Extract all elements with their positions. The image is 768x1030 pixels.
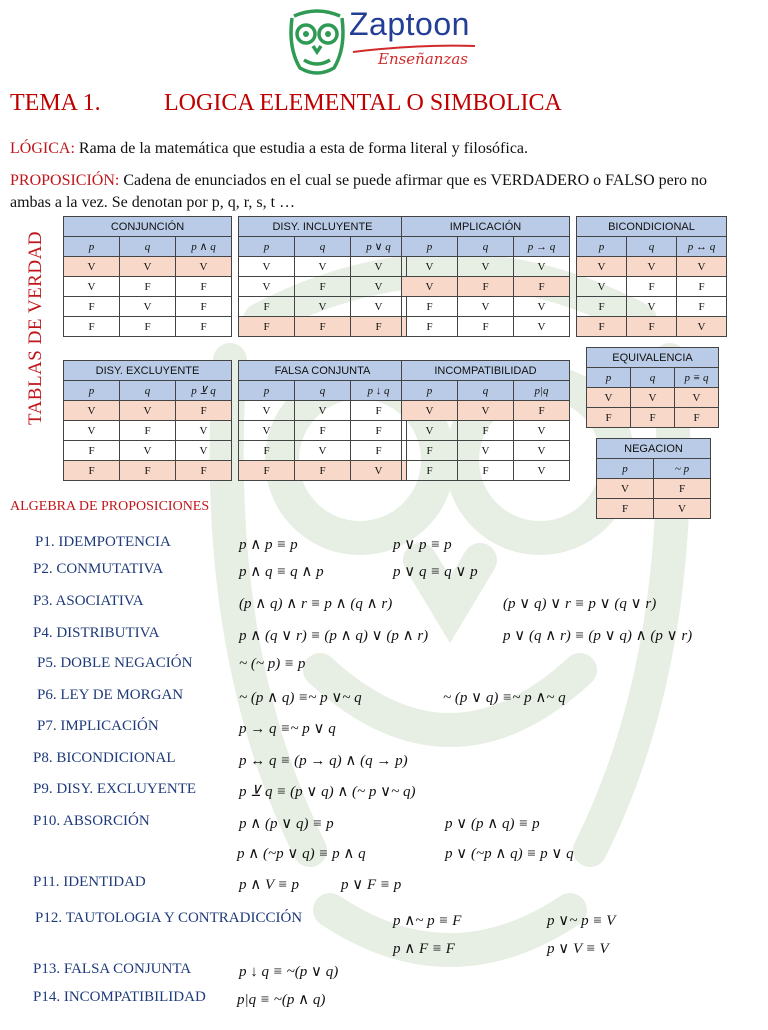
- page-title: LOGICA ELEMENTAL O SIMBOLICA: [164, 90, 562, 116]
- truth-value: F: [577, 297, 627, 317]
- table-row: [402, 257, 570, 277]
- truth-value: V: [458, 401, 514, 421]
- truth-value: V: [239, 421, 295, 441]
- truth-table-header: q: [295, 381, 351, 401]
- proposicion-line2: ambas a la vez. Se denotan por p, q, r, s, t …: [10, 194, 296, 211]
- truth-value: V: [627, 297, 677, 317]
- truth-value: F: [654, 479, 711, 499]
- law-formula: p ∨ p ≡ p: [393, 537, 452, 553]
- logo: [286, 4, 482, 78]
- table-row: [64, 277, 232, 297]
- truth-value: V: [239, 401, 295, 421]
- law-label: P5. DOBLE NEGACIÓN: [37, 655, 193, 671]
- truth-table-header: p: [402, 381, 458, 401]
- truth-value: F: [627, 317, 677, 337]
- truth-value: F: [351, 317, 407, 337]
- truth-value: V: [295, 257, 351, 277]
- table-row: [64, 421, 232, 441]
- truth-value: F: [402, 297, 458, 317]
- truth-value: V: [458, 257, 514, 277]
- truth-value: F: [176, 461, 232, 481]
- truth-value: V: [677, 317, 727, 337]
- truth-table-header: ~ p: [654, 459, 711, 479]
- truth-value: V: [514, 297, 570, 317]
- law-label: P1. IDEMPOTENCIA: [35, 534, 171, 550]
- truth-table-title: DISY. EXCLUYENTE: [64, 361, 232, 381]
- truth-value: F: [458, 461, 514, 481]
- truth-value: F: [402, 461, 458, 481]
- truth-value: F: [458, 317, 514, 337]
- law-label: P14. INCOMPATIBILIDAD: [33, 989, 206, 1005]
- truth-value: V: [577, 257, 627, 277]
- truth-table-title: IMPLICACIÓN: [402, 217, 570, 237]
- truth-value: V: [295, 297, 351, 317]
- truth-table: [596, 438, 711, 519]
- law-label: P11. IDENTIDAD: [33, 874, 146, 890]
- truth-table-header: p ⊻ q: [176, 381, 232, 401]
- truth-table-title: BICONDICIONAL: [577, 217, 727, 237]
- truth-value: V: [514, 441, 570, 461]
- truth-value: F: [64, 297, 120, 317]
- truth-value: V: [654, 499, 711, 519]
- truth-value: V: [458, 297, 514, 317]
- table-row: [239, 441, 407, 461]
- truth-value: V: [675, 388, 719, 408]
- table-row: [577, 257, 727, 277]
- truth-value: F: [64, 441, 120, 461]
- truth-table-title: FALSA CONJUNTA: [239, 361, 407, 381]
- truth-value: F: [627, 277, 677, 297]
- truth-value: V: [402, 277, 458, 297]
- law-formula: (p ∧ q) ∧ r ≡ p ∧ (q ∧ r): [239, 596, 393, 612]
- law-formula: p ∧ F ≡ F: [393, 941, 455, 957]
- truth-value: F: [120, 277, 176, 297]
- truth-table: [401, 216, 570, 337]
- logica-term: LÓGICA:: [10, 140, 75, 157]
- truth-value: V: [514, 461, 570, 481]
- truth-value: V: [458, 441, 514, 461]
- truth-value: F: [176, 277, 232, 297]
- table-row: [64, 317, 232, 337]
- law-label: P13. FALSA CONJUNTA: [33, 961, 192, 977]
- truth-table-header: q: [627, 237, 677, 257]
- truth-value: V: [514, 317, 570, 337]
- law-label: P8. BICONDICIONAL: [33, 750, 176, 766]
- truth-value: V: [587, 388, 631, 408]
- law-label: P2. CONMUTATIVA: [33, 561, 164, 577]
- truth-table-header: p|q: [514, 381, 570, 401]
- truth-value: V: [351, 461, 407, 481]
- law-formula: p ∧ (q ∨ r) ≡ (p ∧ q) ∨ (p ∧ r): [239, 628, 429, 644]
- truth-value: F: [120, 317, 176, 337]
- law-label: P6. LEY DE MORGAN: [37, 687, 184, 703]
- truth-value: V: [351, 277, 407, 297]
- truth-table-header: q: [120, 381, 176, 401]
- truth-value: V: [402, 421, 458, 441]
- table-row: [64, 257, 232, 277]
- law-formula: p ∧ q ≡ q ∧ p: [239, 564, 324, 580]
- table-row: [402, 317, 570, 337]
- table-row: [577, 297, 727, 317]
- table-row: [597, 499, 711, 519]
- truth-value: F: [64, 317, 120, 337]
- law-formula: p ∨ (~p ∧ q) ≡ p ∨ q: [445, 846, 574, 862]
- table-row: [577, 277, 727, 297]
- truth-table-title: EQUIVALENCIA: [587, 348, 719, 368]
- truth-value: F: [295, 277, 351, 297]
- truth-table-header: p: [597, 459, 654, 479]
- truth-table-header: p ↔ q: [677, 237, 727, 257]
- table-row: [239, 317, 407, 337]
- truth-value: F: [176, 317, 232, 337]
- truth-value: F: [239, 441, 295, 461]
- truth-value: V: [351, 257, 407, 277]
- truth-table-header: q: [458, 381, 514, 401]
- truth-value: V: [514, 257, 570, 277]
- table-row: [402, 441, 570, 461]
- truth-value: F: [514, 401, 570, 421]
- truth-value: F: [514, 277, 570, 297]
- law-formula: p → q ≡~ p ∨ q: [239, 721, 336, 737]
- law-formula: (p ∨ q) ∨ r ≡ p ∨ (q ∨ r): [503, 596, 657, 612]
- truth-value: F: [677, 297, 727, 317]
- law-label: P12. TAUTOLOGIA Y CONTRADICCIÓN: [35, 910, 303, 926]
- truth-value: F: [587, 408, 631, 428]
- truth-value: F: [402, 317, 458, 337]
- truth-value: F: [64, 461, 120, 481]
- law-formula: p ∧~ p ≡ F: [393, 913, 462, 929]
- table-row: [587, 388, 719, 408]
- truth-value: V: [64, 421, 120, 441]
- truth-value: V: [176, 441, 232, 461]
- truth-value: V: [631, 388, 675, 408]
- truth-table-header: p ≡ q: [675, 368, 719, 388]
- algebra-title: ALGEBRA DE PROPOSICIONES: [10, 499, 210, 514]
- truth-value: V: [577, 277, 627, 297]
- truth-value: V: [239, 257, 295, 277]
- law-label: P9. DISY. EXCLUYENTE: [33, 781, 197, 797]
- truth-value: F: [120, 461, 176, 481]
- proposicion-term: PROPOSICIÓN:: [10, 172, 120, 189]
- law-label: P3. ASOCIATIVA: [33, 593, 144, 609]
- truth-value: V: [120, 297, 176, 317]
- law-formula: ~ (p ∧ q) ≡~ p ∨~ q: [239, 690, 362, 706]
- law-label: P4. DISTRIBUTIVA: [33, 625, 160, 641]
- truth-table-title: INCOMPATIBILIDAD: [402, 361, 570, 381]
- truth-table-header: p: [577, 237, 627, 257]
- truth-value: F: [677, 277, 727, 297]
- truth-value: V: [176, 257, 232, 277]
- law-formula: p ∨~ p ≡ V: [547, 913, 616, 929]
- truth-table-header: q: [631, 368, 675, 388]
- truth-value: V: [64, 257, 120, 277]
- table-row: [239, 421, 407, 441]
- table-row: [402, 401, 570, 421]
- table-row: [239, 401, 407, 421]
- truth-value: V: [64, 277, 120, 297]
- truth-value: V: [295, 441, 351, 461]
- truth-value: V: [597, 479, 654, 499]
- truth-value: F: [239, 461, 295, 481]
- table-row: [64, 401, 232, 421]
- truth-value: F: [295, 421, 351, 441]
- owl-logo-icon: [286, 4, 348, 76]
- truth-value: V: [514, 421, 570, 441]
- truth-value: V: [402, 401, 458, 421]
- truth-value: F: [577, 317, 627, 337]
- law-formula: ~ (p ∨ q) ≡~ p ∧~ q: [443, 690, 566, 706]
- law-formula: p ∨ (p ∧ q) ≡ p: [445, 816, 540, 832]
- truth-table-header: p ↓ q: [351, 381, 407, 401]
- table-row: [402, 277, 570, 297]
- table-row: [597, 479, 711, 499]
- law-label: P10. ABSORCIÓN: [33, 813, 150, 829]
- truth-table-title: NEGACION: [597, 439, 711, 459]
- truth-value: F: [631, 408, 675, 428]
- table-row: [587, 408, 719, 428]
- brand-name: Zaptoon: [349, 6, 470, 42]
- truth-table: [238, 216, 407, 337]
- truth-value: V: [120, 441, 176, 461]
- logica-definition: [10, 137, 528, 161]
- law-formula: p ∧ (~p ∨ q) ≡ p ∧ q: [237, 846, 366, 862]
- brand-tagline: Enseñanzas: [378, 50, 468, 68]
- truth-table: [63, 360, 232, 481]
- truth-table: [586, 347, 719, 428]
- table-row: [64, 461, 232, 481]
- truth-value: V: [64, 401, 120, 421]
- truth-value: V: [351, 297, 407, 317]
- truth-value: F: [176, 297, 232, 317]
- truth-tables-label: TABLAS DE VERDAD: [25, 230, 46, 425]
- truth-value: V: [176, 421, 232, 441]
- law-formula: p ↓ q ≡ ~(p ∨ q): [239, 964, 339, 980]
- law-formula: p ∨ q ≡ q ∨ p: [393, 564, 478, 580]
- truth-value: F: [295, 461, 351, 481]
- table-row: [239, 277, 407, 297]
- table-row: [239, 461, 407, 481]
- truth-table: [401, 360, 570, 481]
- truth-value: F: [176, 401, 232, 421]
- table-row: [402, 421, 570, 441]
- truth-table-header: p: [239, 381, 295, 401]
- truth-value: F: [239, 317, 295, 337]
- proposicion-definition: [10, 169, 707, 193]
- truth-value: F: [239, 297, 295, 317]
- law-formula: p ∨ V ≡ V: [547, 941, 609, 957]
- table-row: [64, 297, 232, 317]
- truth-value: F: [597, 499, 654, 519]
- law-formula: p ∧ (p ∨ q) ≡ p: [239, 816, 334, 832]
- truth-value: F: [351, 421, 407, 441]
- truth-table-header: p → q: [514, 237, 570, 257]
- truth-table-header: p ∨ q: [351, 237, 407, 257]
- truth-value: F: [295, 317, 351, 337]
- table-row: [402, 461, 570, 481]
- truth-table: [238, 360, 407, 481]
- truth-value: V: [677, 257, 727, 277]
- law-label: P7. IMPLICACIÓN: [37, 718, 159, 734]
- proposicion-line1: Cadena de enunciados en el cual se puede afirmar que es VERDADERO o FALSO pero no: [123, 172, 708, 189]
- truth-table-header: p: [239, 237, 295, 257]
- truth-value: V: [120, 257, 176, 277]
- truth-value: V: [627, 257, 677, 277]
- truth-table: [576, 216, 727, 337]
- truth-table-header: p: [587, 368, 631, 388]
- truth-table-title: CONJUNCIÓN: [64, 217, 232, 237]
- truth-value: V: [120, 401, 176, 421]
- truth-value: F: [675, 408, 719, 428]
- truth-table-header: q: [120, 237, 176, 257]
- truth-value: F: [458, 277, 514, 297]
- table-row: [64, 441, 232, 461]
- truth-value: V: [402, 257, 458, 277]
- truth-value: F: [351, 401, 407, 421]
- truth-table-header: p ∧ q: [176, 237, 232, 257]
- law-formula: p ↔ q ≡ (p → q) ∧ (q → p): [239, 753, 408, 769]
- law-formula: p ∨ F ≡ p: [341, 877, 402, 893]
- table-row: [577, 317, 727, 337]
- law-formula: p|q ≡ ~(p ∧ q): [237, 992, 326, 1008]
- law-formula: ~ (~ p) ≡ p: [239, 656, 306, 672]
- truth-value: F: [458, 421, 514, 441]
- truth-table-header: p: [64, 237, 120, 257]
- truth-value: F: [120, 421, 176, 441]
- truth-table-title: DISY. INCLUYENTE: [239, 217, 407, 237]
- truth-table: [63, 216, 232, 337]
- truth-value: V: [239, 277, 295, 297]
- truth-table-header: p: [402, 237, 458, 257]
- law-formula: p ∧ p ≡ p: [239, 537, 298, 553]
- law-formula: p ∨ (q ∧ r) ≡ (p ∨ q) ∧ (p ∨ r): [503, 628, 693, 644]
- truth-value: F: [402, 441, 458, 461]
- logica-text: Rama de la matemática que estudia a esta de forma literal y filosófica.: [78, 140, 529, 157]
- law-formula: p ⊻ q ≡ (p ∨ q) ∧ (~ p ∨~ q): [239, 784, 416, 800]
- topic-number: TEMA 1.: [10, 90, 101, 116]
- truth-value: F: [351, 441, 407, 461]
- law-formula: p ∧ V ≡ p: [239, 877, 299, 893]
- truth-table-header: q: [458, 237, 514, 257]
- table-row: [239, 257, 407, 277]
- truth-table-header: p: [64, 381, 120, 401]
- table-row: [402, 297, 570, 317]
- truth-table-header: q: [295, 237, 351, 257]
- truth-value: V: [295, 401, 351, 421]
- table-row: [239, 297, 407, 317]
